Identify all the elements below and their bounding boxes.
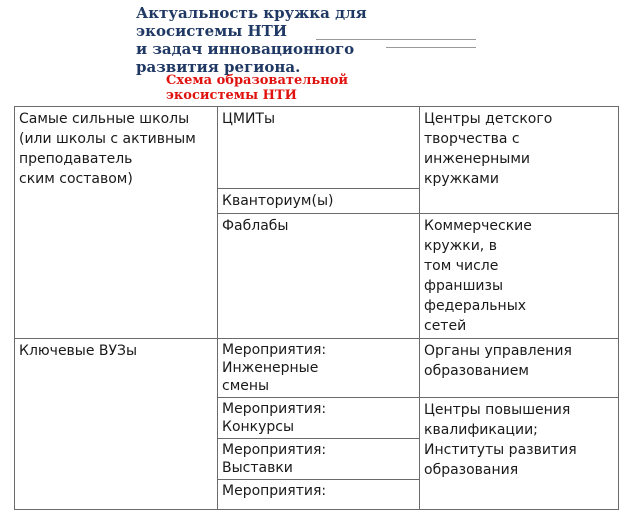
slide-title-line-1: Актуальность кружка для bbox=[136, 4, 367, 22]
cell-kvantorium bbox=[218, 189, 420, 214]
cell-events-engineering-text: Мероприятия: Инженерные смены bbox=[222, 342, 327, 394]
cell-commercial-text: Коммерческие кружки, в том числе франшизы федеральных сетей bbox=[424, 218, 532, 334]
cell-events-more-text: Мероприятия: bbox=[222, 483, 327, 499]
title-divider-line bbox=[316, 39, 476, 40]
cell-events-exhibitions bbox=[218, 439, 420, 480]
cell-cmit-text: ЦМИТы bbox=[222, 111, 276, 127]
cell-qualification-centers-text: Центры повышения квалификации; Институты развития образования bbox=[424, 402, 577, 478]
cell-key-universities-text: Ключевые ВУЗы bbox=[19, 343, 138, 359]
cell-fablab-text: Фаблабы bbox=[222, 218, 289, 234]
slide-subtitle bbox=[166, 73, 406, 103]
cell-fablab bbox=[218, 214, 420, 339]
slide-title-line-4: развития региона. bbox=[136, 58, 301, 76]
ecosystem-table bbox=[14, 106, 619, 510]
cell-strong-schools bbox=[15, 107, 218, 339]
cell-events-contests bbox=[218, 398, 420, 439]
cell-events-more bbox=[218, 480, 420, 510]
cell-commercial bbox=[420, 214, 619, 339]
cell-qualification-centers bbox=[420, 398, 619, 510]
cell-events-engineering bbox=[218, 339, 420, 398]
cell-strong-schools-text: Самые сильные школы (или школы с активным преподаватель ским составом) bbox=[19, 111, 196, 187]
cell-children-centers bbox=[420, 107, 619, 214]
cell-key-universities bbox=[15, 339, 218, 510]
slide-title-line-2: экосистемы НТИ bbox=[136, 22, 287, 40]
cell-cmit bbox=[218, 107, 420, 189]
cell-events-contests-text: Мероприятия: Конкурсы bbox=[222, 401, 327, 435]
cell-kvantorium-text: Кванториум(ы) bbox=[222, 193, 334, 209]
slide-title bbox=[136, 4, 436, 76]
cell-education-authorities-text: Органы управления образованием bbox=[424, 343, 572, 379]
slide-title-line-3: и задач инновационного bbox=[136, 40, 355, 58]
cell-children-centers-text: Центры детского творчества с инженерными кружками bbox=[424, 111, 553, 187]
cell-education-authorities bbox=[420, 339, 619, 398]
cell-events-exhibitions-text: Мероприятия: Выставки bbox=[222, 442, 327, 476]
slide-subtitle-line-1: Схема образовательной bbox=[166, 73, 349, 88]
title-divider-line bbox=[386, 47, 476, 48]
slide-subtitle-line-2: экосистемы НТИ bbox=[166, 88, 297, 103]
